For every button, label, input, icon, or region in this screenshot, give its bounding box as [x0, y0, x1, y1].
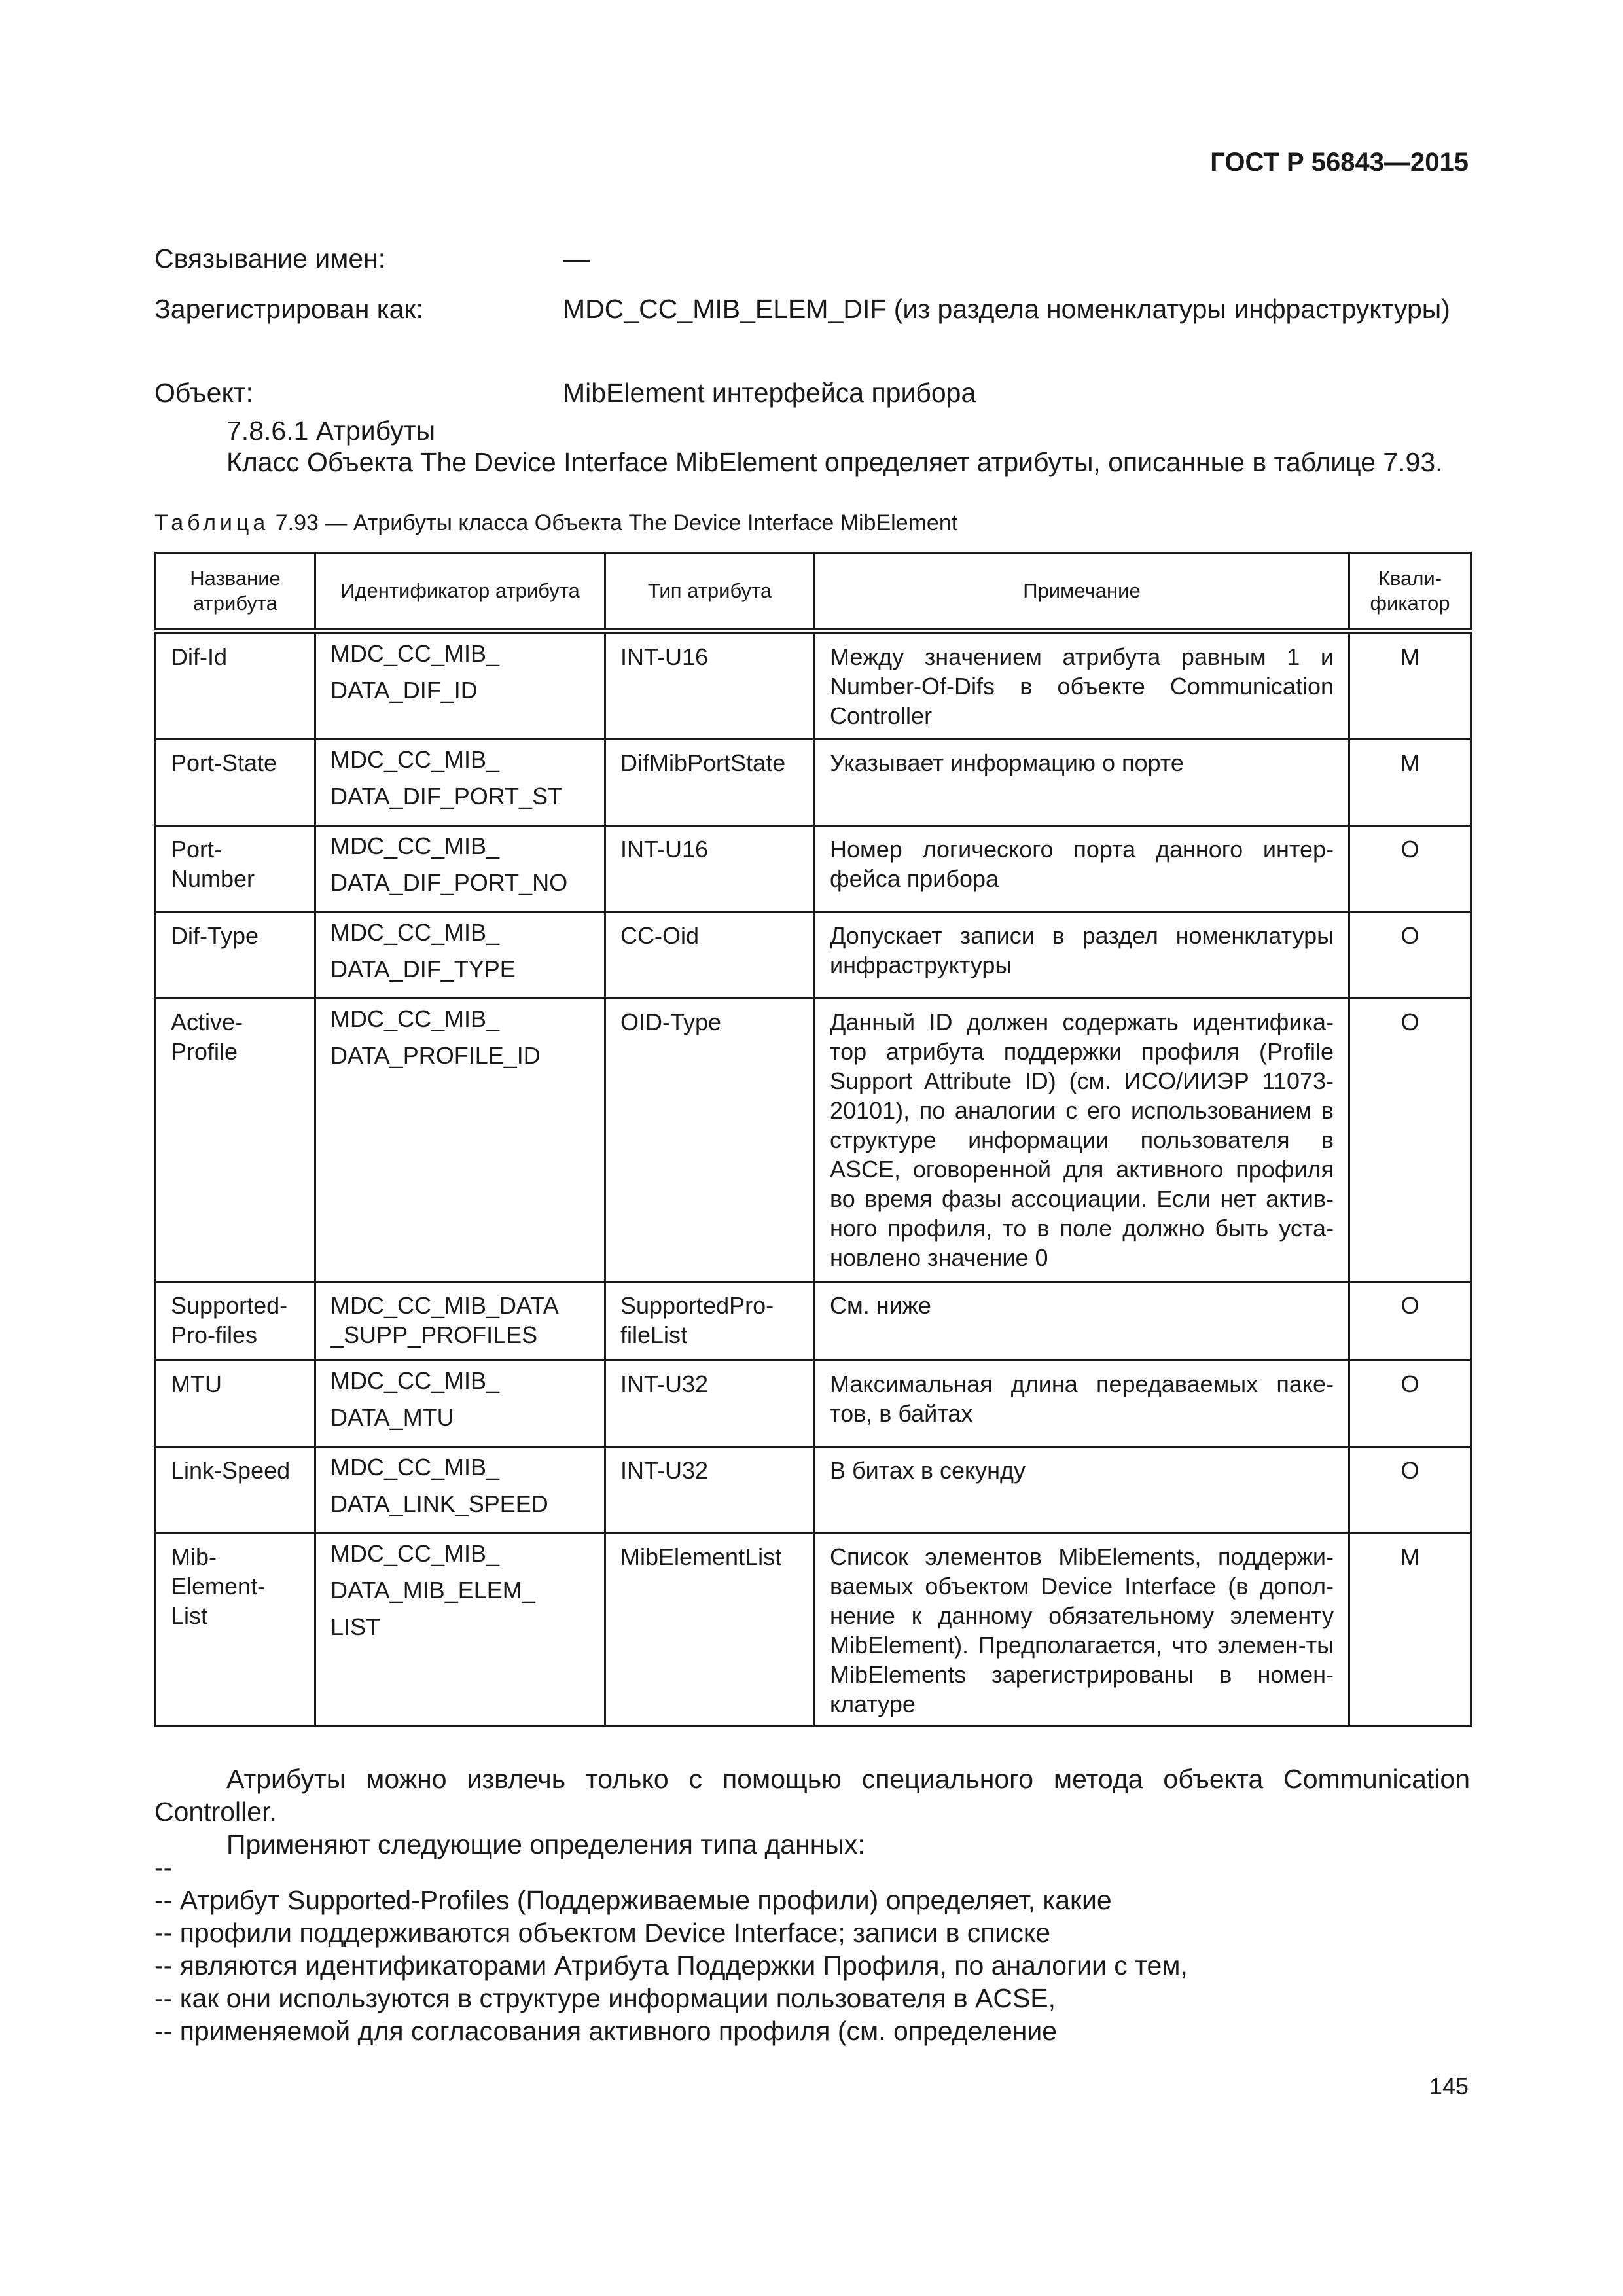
cell-type: INT-U32 — [605, 1447, 815, 1534]
cell-type: DifMibPortState — [605, 740, 815, 826]
cell-id-line: DATA_DIF_PORT_ST — [330, 783, 563, 810]
header-attribute-type: Тип атрибута — [605, 553, 815, 632]
cell-name: Dif-Id — [156, 632, 315, 740]
cell-qualifier: O — [1349, 1282, 1471, 1361]
cell-id-line: LIST — [330, 1613, 381, 1640]
table-row — [156, 1534, 1471, 1727]
cell-name: Dif-Type — [156, 912, 315, 999]
cell-note: Номер логического порта данного интер-фейса прибора — [815, 826, 1349, 912]
cell-id-line: DATA_DIF_PORT_NO — [330, 869, 568, 896]
comment-line: -- являются идентификаторами Атрибута Поддержки Профиля, по аналогии с тем, — [154, 1950, 1188, 1981]
cell-note: Данный ID должен содержать идентифика-тор атрибута поддержки профиля (Profile Support Attribute ID) (см. ИСО/ИИЭР 11073-20101), по аналогии с его использованием в структуре информации пользователя в ASCE, оговоренной для активного профиля во время фазы ассоциации. Если нет актив-ного профиля, то в поле должно быть уста-новлено значение 0 — [815, 999, 1349, 1282]
cell-id — [315, 826, 605, 912]
cell-id-line: MDC_CC_MIB_ — [330, 640, 500, 667]
cell-id-line: MDC_CC_MIB_ — [330, 1005, 500, 1032]
table-header-row — [156, 553, 1471, 632]
comment-line: -- — [154, 1852, 173, 1882]
cell-id-line: MDC_CC_MIB_ — [330, 1540, 500, 1567]
cell-type: MibElementList — [605, 1534, 815, 1727]
table-row — [156, 912, 1471, 999]
header-qualifier-line1: Квали- — [1378, 567, 1442, 590]
section-heading: 7.8.6.1 Атрибуты — [226, 416, 436, 446]
cell-id-line: DATA_DIF_TYPE — [330, 956, 516, 982]
name-binding-label: Связывание имен: — [154, 243, 386, 274]
cell-type: INT-U16 — [605, 632, 815, 740]
cell-id — [315, 1282, 605, 1361]
cell-type: SupportedPro-fileList — [605, 1282, 815, 1361]
header-attribute-name-line2: атрибута — [193, 592, 277, 615]
name-binding-value: — — [563, 243, 590, 274]
comment-line: -- профили поддерживаются объектом Device Interface; записи в списке — [154, 1918, 1051, 1948]
cell-id — [315, 1447, 605, 1534]
cell-note: Список элементов MibElements, поддержи-ваемых объектом Device Interface (в допол-нение к данному обязательному элементу MibElement). Предполагается, что элемен-ты MibElements зарегистрированы в номен-клатуре — [815, 1534, 1349, 1727]
cell-qualifier: M — [1349, 632, 1471, 740]
object-label: Объект: — [154, 378, 254, 408]
cell-id-line: _SUPP_PROFILES — [330, 1321, 538, 1348]
table-row — [156, 1361, 1471, 1447]
cell-id — [315, 999, 605, 1282]
comment-line: -- применяемой для согласования активного профиля (см. определение — [154, 2016, 1058, 2046]
cell-note: В битах в секунду — [815, 1447, 1349, 1534]
cell-name: MTU — [156, 1361, 315, 1447]
cell-id — [315, 632, 605, 740]
header-attribute-name — [156, 553, 315, 632]
cell-name: Supported-Pro-files — [156, 1282, 315, 1361]
table-row — [156, 826, 1471, 912]
cell-id — [315, 1361, 605, 1447]
cell-id-line: MDC_CC_MIB_ — [330, 1367, 500, 1394]
cell-name: Mib-Element-List — [156, 1534, 315, 1727]
header-attribute-id: Идентификатор атрибута — [315, 553, 605, 632]
cell-name: Active-Profile — [156, 999, 315, 1282]
cell-type: CC-Oid — [605, 912, 815, 999]
cell-id-line: MDC_CC_MIB_ — [330, 833, 500, 859]
cell-qualifier: O — [1349, 1361, 1471, 1447]
cell-name: Port-State — [156, 740, 315, 826]
cell-note: См. ниже — [815, 1282, 1349, 1361]
header-note: Примечание — [815, 553, 1349, 632]
cell-id-line: DATA_MTU — [330, 1404, 454, 1431]
table-row — [156, 740, 1471, 826]
cell-qualifier: O — [1349, 999, 1471, 1282]
cell-id — [315, 912, 605, 999]
cell-qualifier: O — [1349, 1447, 1471, 1534]
table-row — [156, 632, 1471, 740]
cell-id-line: MDC_CC_MIB_ — [330, 746, 500, 773]
object-value: MibElement интерфейса прибора — [563, 378, 976, 408]
cell-id-line: DATA_PROFILE_ID — [330, 1042, 541, 1069]
registered-value: MDC_CC_MIB_ELEM_DIF (из раздела номенклатуры инфраструктуры) — [563, 294, 1450, 324]
cell-id-line: MDC_CC_MIB_DATA — [330, 1292, 559, 1319]
cell-id — [315, 740, 605, 826]
paragraph-attributes-extract: Атрибуты можно извлечь только с помощью специального метода объекта Communication Controller. — [154, 1764, 1470, 1827]
section-intro: Класс Объекта The Device Interface MibElement определяет атрибуты, описанные в таблице 7.93. — [226, 447, 1443, 477]
cell-type: INT-U16 — [605, 826, 815, 912]
table-row — [156, 1447, 1471, 1534]
cell-type: OID-Type — [605, 999, 815, 1282]
comment-line: -- как они используются в структуре информации пользователя в ACSE, — [154, 1983, 1056, 2013]
table-row — [156, 999, 1471, 1282]
header-qualifier-line2: фикатор — [1370, 592, 1450, 615]
cell-id-line: DATA_LINK_SPEED — [330, 1490, 548, 1517]
comment-line: -- Атрибут Supported-Profiles (Поддерживаемые профили) определяет, какие — [154, 1885, 1112, 1915]
attributes-table — [154, 552, 1472, 1727]
asn1-comment-block — [154, 1851, 1188, 2047]
page-number: 145 — [1429, 2073, 1469, 2100]
cell-id-line: MDC_CC_MIB_ — [330, 1454, 500, 1480]
table-caption-text: 7.93 — Атрибуты класса Объекта The Device Interface MibElement — [275, 511, 958, 535]
table-caption-prefix: Таблица — [154, 511, 270, 535]
cell-qualifier: O — [1349, 912, 1471, 999]
table-row — [156, 1282, 1471, 1361]
cell-note: Допускает записи в раздел номенклатуры инфраструктуры — [815, 912, 1349, 999]
table-caption — [154, 511, 957, 536]
cell-id — [315, 1534, 605, 1727]
cell-qualifier: O — [1349, 826, 1471, 912]
cell-id-line: MDC_CC_MIB_ — [330, 919, 500, 946]
cell-qualifier: M — [1349, 740, 1471, 826]
cell-note: Указывает информацию о порте — [815, 740, 1349, 826]
cell-note: Максимальная длина передаваемых паке-тов, в байтах — [815, 1361, 1349, 1447]
registered-label: Зарегистрирован как: — [154, 294, 423, 324]
cell-qualifier: M — [1349, 1534, 1471, 1727]
header-qualifier — [1349, 553, 1471, 632]
cell-id-line: DATA_MIB_ELEM_ — [330, 1577, 535, 1604]
cell-id-line: DATA_DIF_ID — [330, 677, 478, 704]
header-attribute-name-line1: Название — [190, 567, 281, 590]
cell-note: Между значением атрибута равным 1 и Number-Of-Difs в объекте Communication Controller — [815, 632, 1349, 740]
cell-name: Link-Speed — [156, 1447, 315, 1534]
paragraph-type-definitions: Применяют следующие определения типа данных: — [226, 1829, 865, 1859]
cell-name: Port-Number — [156, 826, 315, 912]
cell-type: INT-U32 — [605, 1361, 815, 1447]
standard-header: ГОСТ Р 56843—2015 — [1210, 148, 1469, 177]
